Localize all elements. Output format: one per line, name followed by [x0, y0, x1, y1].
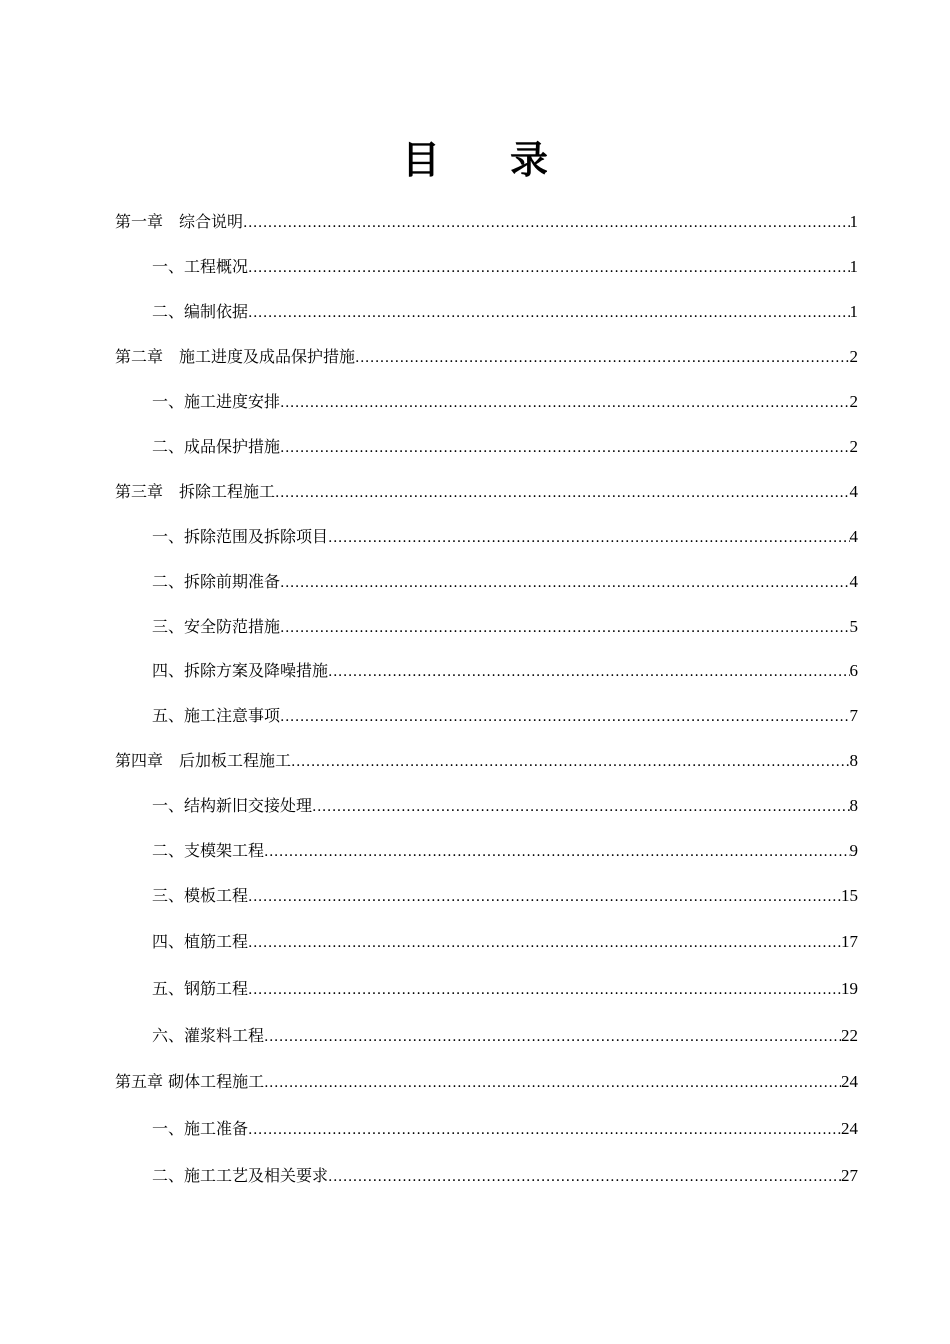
toc-entry-page: 27 — [841, 1166, 858, 1185]
toc-entry-page: 19 — [841, 979, 858, 998]
toc-entry-label: 一、工程概况 — [152, 257, 249, 276]
toc-entry[interactable] — [152, 255, 858, 279]
toc-entry[interactable] — [152, 300, 858, 324]
dot-leader — [248, 932, 841, 954]
dot-leader — [280, 572, 849, 594]
dot-leader — [248, 257, 849, 279]
toc-entry-label: 二、拆除前期准备 — [152, 572, 281, 591]
toc-entry-label: 第三章 拆除工程施工 — [115, 482, 276, 501]
toc-entry-label: 四、植筋工程 — [152, 932, 249, 951]
toc-entry[interactable] — [152, 977, 858, 1001]
dot-leader — [264, 1072, 841, 1094]
toc-entry-label: 六、灌浆料工程 — [152, 1026, 265, 1045]
toc-entry-label: 第五章 砌体工程施工 — [115, 1072, 265, 1091]
toc-entry[interactable] — [115, 749, 858, 773]
toc-entry-page: 9 — [849, 841, 858, 860]
dot-leader — [243, 212, 849, 234]
toc-title: 目录 — [401, 138, 618, 182]
dot-leader — [248, 886, 841, 908]
toc-entry-page: 5 — [849, 617, 858, 636]
toc-entry-label: 二、成品保护措施 — [152, 437, 281, 456]
toc-entry[interactable] — [152, 1164, 858, 1188]
dot-leader — [328, 1166, 841, 1188]
dot-leader — [280, 706, 849, 728]
toc-entry-page: 4 — [849, 527, 858, 546]
toc-entry-label: 一、拆除范围及拆除项目 — [152, 527, 329, 546]
toc-entry[interactable] — [115, 210, 858, 234]
toc-entry[interactable] — [152, 659, 858, 683]
toc-entry[interactable] — [115, 480, 858, 504]
toc-entry-page: 6 — [849, 661, 858, 680]
toc-entry[interactable] — [152, 1117, 858, 1141]
dot-leader — [312, 796, 849, 818]
dot-leader — [355, 347, 849, 369]
toc-entry-label: 一、施工进度安排 — [152, 392, 281, 411]
toc-entry-label: 一、结构新旧交接处理 — [152, 796, 313, 815]
dot-leader — [248, 1119, 841, 1141]
toc-entry-page: 8 — [849, 751, 858, 770]
toc-entry[interactable] — [152, 615, 858, 639]
toc-entry[interactable] — [152, 390, 858, 414]
toc-entry-page: 24 — [841, 1072, 858, 1091]
toc-entry-label: 三、安全防范措施 — [152, 617, 281, 636]
dot-leader — [280, 437, 849, 459]
toc-entry-page: 2 — [849, 347, 858, 366]
dot-leader — [248, 979, 841, 1001]
toc-entry[interactable] — [152, 1024, 858, 1048]
toc-entry[interactable] — [152, 884, 858, 908]
toc-entry-label: 第二章 施工进度及成品保护措施 — [115, 347, 356, 366]
toc-entry-label: 二、施工工艺及相关要求 — [152, 1166, 329, 1185]
toc-entry-page: 7 — [849, 706, 858, 725]
dot-leader — [264, 1026, 841, 1048]
toc-entry-page: 2 — [849, 437, 858, 456]
toc-entry[interactable] — [115, 345, 858, 369]
toc-entry-page: 2 — [849, 392, 858, 411]
toc-entry-label: 三、模板工程 — [152, 886, 249, 905]
toc-entry-label: 四、拆除方案及降噪措施 — [152, 661, 329, 680]
toc-entry[interactable] — [115, 1070, 858, 1094]
toc-entry-page: 17 — [841, 932, 858, 951]
toc-entry[interactable] — [152, 525, 858, 549]
toc-entry-page: 1 — [849, 212, 858, 231]
toc-entry-label: 二、支模架工程 — [152, 841, 265, 860]
toc-entry[interactable] — [152, 704, 858, 728]
toc-entry[interactable] — [152, 435, 858, 459]
toc-entry-page: 1 — [849, 302, 858, 321]
toc-entry-page: 1 — [849, 257, 858, 276]
toc-entry-page: 15 — [841, 886, 858, 905]
toc-entry-label: 五、施工注意事项 — [152, 706, 281, 725]
toc-entry-label: 第一章 综合说明 — [115, 212, 244, 231]
toc-entry-page: 4 — [849, 482, 858, 501]
dot-leader — [280, 617, 849, 639]
dot-leader — [275, 482, 849, 504]
toc-entry-page: 4 — [849, 572, 858, 591]
toc-entry[interactable] — [152, 794, 858, 818]
toc-entry[interactable] — [152, 839, 858, 863]
dot-leader — [248, 302, 849, 324]
toc-entry-label: 一、施工准备 — [152, 1119, 249, 1138]
toc-entry-label: 二、编制依据 — [152, 302, 249, 321]
toc-entry[interactable] — [152, 570, 858, 594]
toc-entry-page: 22 — [841, 1026, 858, 1045]
toc-entry-page: 24 — [841, 1119, 858, 1138]
toc-entry-page: 8 — [849, 796, 858, 815]
dot-leader — [264, 841, 849, 863]
dot-leader — [328, 527, 849, 549]
toc-entry[interactable] — [152, 930, 858, 954]
dot-leader — [328, 661, 849, 683]
dot-leader — [280, 392, 849, 414]
dot-leader — [291, 751, 849, 773]
toc-entry-label: 第四章 后加板工程施工 — [115, 751, 292, 770]
toc-entry-label: 五、钢筋工程 — [152, 979, 249, 998]
